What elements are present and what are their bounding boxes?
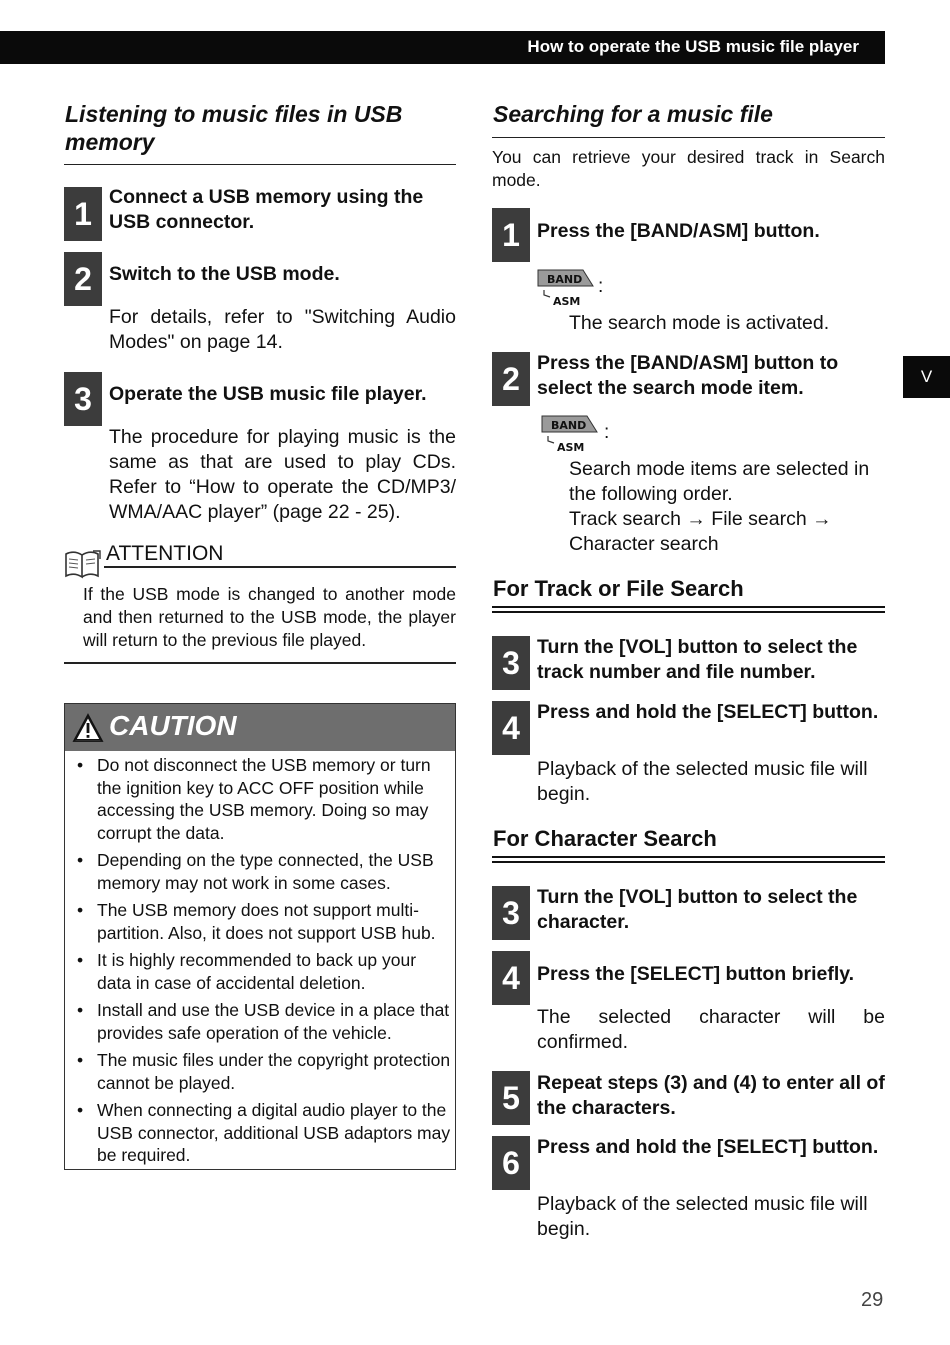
step-text: Turn the [VOL] button to select the character. [537,886,858,933]
step-body: Playback of the selected music file will begin. [537,758,868,805]
band-asm-button-icon [541,414,601,461]
step-number: 3 [64,372,102,426]
attention-body: If the USB mode is changed to another mode and then returned to the USB mode, the player will return to the previous file played. [83,584,456,650]
band-asm-button-icon [537,268,597,315]
right-section-title: Searching for a music file [493,101,773,127]
divider [64,662,456,664]
list-item: • When connecting a digital audio player to the USB connector, additional USB adaptors may be required. [75,1099,451,1167]
asm-label: ASM [557,441,585,454]
attention-title: ATTENTION [106,542,224,565]
band-label: BAND [547,273,583,286]
list-item: • Do not disconnect the USB memory or turn the ignition key to ACC OFF position while accessing the USB memory. Doing so may corrupt the data. [75,754,451,844]
track-search-title: For Track or File Search [493,576,744,601]
step-text: Turn the [VOL] button to select the track number and file number. [537,636,858,683]
search-order: Track search → File search → Character search [569,508,832,555]
step-text: Press and hold the [SELECT] button. [537,701,879,723]
step-text: Switch to the USB mode. [109,263,340,285]
left-section-title: Listening to music files in USB memory [65,101,403,155]
step-body: The selected character will be confirmed. [537,1006,885,1053]
header-title: How to operate the USB music file player [527,37,859,56]
asm-label: ASM [553,295,581,308]
colon: : [604,422,610,443]
step-text: Operate the USB music file player. [109,383,427,405]
book-icon [63,548,103,585]
header-bar [0,31,885,64]
list-item: • Depending on the type connected, the USB memory may not work in some cases. [75,849,451,894]
intro-text: You can retrieve your desired track in Search mode. [492,147,885,190]
step-number: 2 [492,352,530,406]
step-text: Press the [BAND/ASM] button. [537,220,820,242]
caution-title: CAUTION [109,710,237,741]
divider [492,137,885,138]
side-tab: V [903,356,950,398]
step-text: Press the [BAND/ASM] button to select the search mode item. [537,352,839,399]
caution-list [75,754,451,1172]
step-text: Press and hold the [SELECT] button. [537,1136,879,1158]
step-text: Press the [SELECT] button briefly. [537,963,855,985]
step-text: Repeat steps (3) and (4) to enter all of the characters. [537,1072,885,1119]
step-number: 4 [492,951,530,1005]
step-number: 4 [492,701,530,755]
step-number: 6 [492,1136,530,1190]
step-text: Connect a USB memory using the USB connector. [109,186,424,233]
step-number: 2 [64,252,102,306]
step-result: The search mode is activated. [569,312,830,334]
step-number: 1 [64,187,102,241]
list-item: • The USB memory does not support multi-partition. Also, it does not support USB hub. [75,899,451,944]
step-body: For details, refer to "Switching Audio Modes" on page 14. [109,306,456,353]
double-divider [492,606,885,613]
band-label: BAND [551,419,587,432]
step-body: The procedure for playing music is the same as that are used to play CDs. Refer to “How to operate the CD/MP3/ WMA/AAC player” (page 22 - 25). [109,426,456,523]
caution-box [64,703,456,1170]
colon: : [598,276,604,297]
warning-triangle-icon [72,713,104,748]
step-body: Playback of the selected music file will begin. [537,1193,868,1240]
list-item: • The music files under the copyright protection cannot be played. [75,1049,451,1094]
step-number: 5 [492,1071,530,1125]
step-number: 3 [492,886,530,940]
divider [104,566,456,568]
step-number: 1 [492,208,530,262]
character-search-title: For Character Search [493,826,717,851]
step-number: 3 [492,636,530,690]
divider [64,164,456,165]
step-result: Search mode items are selected in the following order. [569,458,870,505]
list-item: • Install and use the USB device in a place that provides safe operation of the vehicle. [75,999,451,1044]
caution-header [65,704,455,751]
double-divider [492,856,885,863]
page-number: 29 [861,1289,884,1311]
list-item: • It is highly recommended to back up your data in case of accidental deletion. [75,949,451,994]
